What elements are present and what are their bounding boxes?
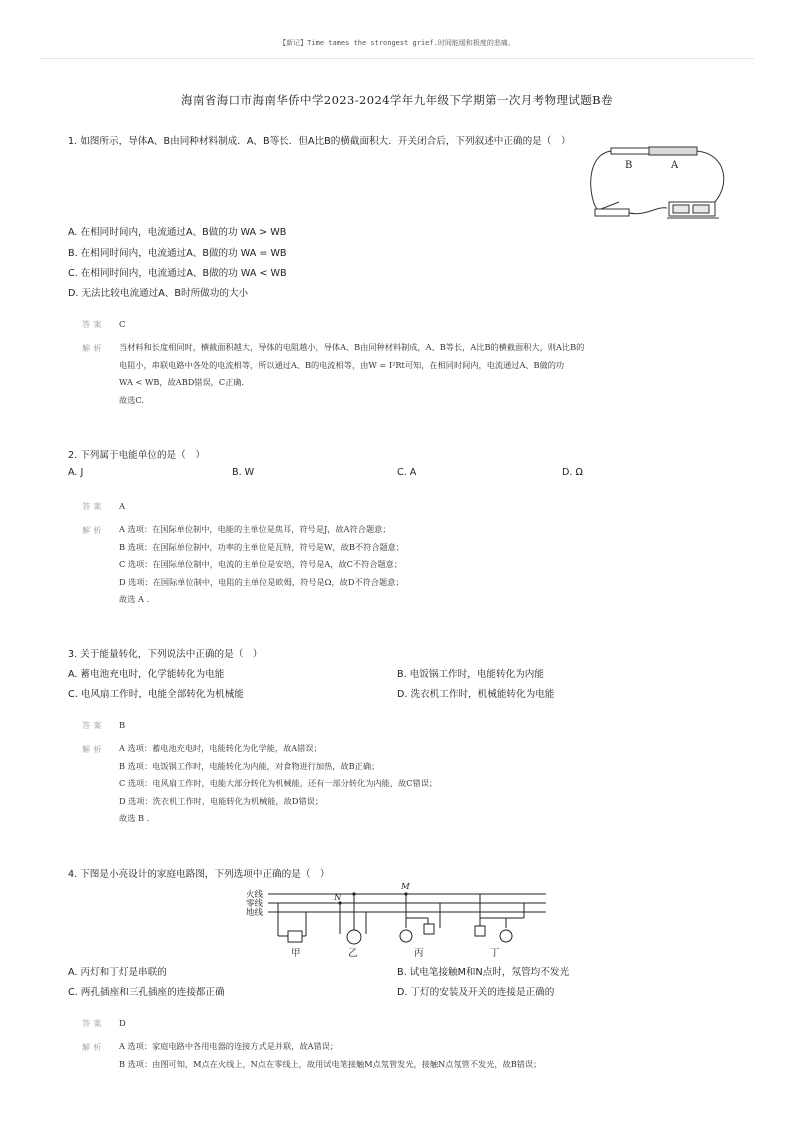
analysis-line: A 选项：家庭电路中各用电器的连接方式是并联，故A错误； [119,1041,339,1051]
q1-circuit-figure [585,146,735,224]
analysis-line: B 选项：在国际单位制中，功率的主单位是瓦特，符号是W，故B不符合题意； [119,541,405,552]
q4-line-ground: 地线 [246,908,264,918]
q4-point-n: N [334,893,342,903]
q2-option-c: C. A [397,467,417,478]
q3-option-a: A. 蓄电池充电时，化学能转化为电能 [68,669,225,680]
q1-option-c: C. 在相同时间内，电流通过A、B做的功 WA < WB [68,268,287,279]
q1-label-a: A [671,160,679,171]
q4-option-a: A. 丙灯和丁灯是串联的 [68,967,167,978]
q4-option-c: C. 两孔插座和三孔插座的连接都正确 [68,987,225,998]
q2-option-b: B. W [232,467,255,478]
q1-option-a: A. 在相同时间内，电流通过A、B做的功 WA > WB [68,227,287,238]
analysis-line: B 选项：电饭锅工作时，电能转化为内能，对食物进行加热，故B正确； [119,760,380,771]
q2-analysis-label: 解析 [82,525,105,535]
q4-analysis [119,1038,541,1073]
q1-analysis [119,339,584,409]
q4-option-b: B. 试电笔接触M和N点时，氖管均不发光 [397,967,570,978]
q4-label-jia: 甲 [291,948,301,959]
question-1-stem: 1. 如图所示，导体A、B由同种材料制成．A、B等长．但A比B的横截面积大．开关闭合后，下列叙述中正确的是（ ） [68,136,571,147]
q2-option-a: A. J [68,467,84,478]
q4-label-bing: 丙 [414,948,424,959]
q4-label-yi: 乙 [348,948,358,959]
q2-analysis [119,521,404,609]
analysis-line: D 选项：在国际单位制中，电阻的主单位是欧姆，符号是Ω，故D不符合题意； [119,576,404,587]
question-4-stem: 4. 下图是小亮设计的家庭电路图，下列选项中正确的是（ ） [68,869,330,880]
page-title: 海南省海口市海南华侨中学2023-2024学年九年级下学期第一次月考物理试题B卷 [181,93,613,107]
q4-option-d: D. 丁灯的安装及开关的连接是正确的 [397,987,555,998]
q2-answer: A [119,501,126,511]
analysis-line: 故选 A . [119,594,150,605]
q4-label-ding: 丁 [490,948,500,959]
q1-analysis-label: 解析 [82,343,105,353]
q4-point-m: M [401,882,410,892]
analysis-line: 故选C. [119,394,144,405]
header-divider [40,58,754,59]
q1-label-b: B [625,160,633,171]
q1-answer-label: 答案 [82,319,105,329]
q1-option-d: D. 无法比较电流通过A、B时所做功的大小 [68,288,249,299]
q4-home-circuit-figure [244,878,554,960]
q1-option-b: B. 在相同时间内，电流通过A、B做的功 WA = WB [68,248,287,259]
q4-answer-label: 答案 [82,1018,105,1028]
q2-option-d: D. Ω [562,467,583,478]
q4-line-live: 火线 [246,890,264,900]
q4-answer: D [119,1018,126,1028]
q3-analysis-label: 解析 [82,744,105,754]
analysis-line: B 选项：由图可知，M点在火线上，N点在零线上，故用试电笔接触M点氖管发光，接触N点氖管不发光，故B错误； [119,1058,542,1069]
q3-analysis [119,740,437,828]
analysis-line: 故选 B . [119,813,150,824]
q1-answer: C [119,319,126,329]
q2-answer-label: 答案 [82,501,105,511]
q3-answer-label: 答案 [82,720,105,730]
question-3-stem: 3. 关于能量转化，下列说法中正确的是（ ） [68,649,263,660]
analysis-line: A 选项：蓄电池充电时，电能转化为化学能，故A错误； [119,743,322,753]
analysis-line: C 选项：电风扇工作时，电能大部分转化为机械能，还有一部分转化为内能，故C错误； [119,778,438,789]
q3-option-d: D. 洗衣机工作时，机械能转化为电能 [397,689,555,700]
analysis-line: 当材料和长度相同时，横截面积越大，导体的电阻越小，导体A、B由同种材料制成，A、B等长，A比B的横截面积大，则A比B的 [119,342,585,352]
header-note: 【新记】Time tames the strongest grief.时间能缓和极度的悲痛。 [279,39,515,47]
q3-option-c: C. 电风扇工作时，电能全部转化为机械能 [68,689,244,700]
analysis-line: 电阻小，串联电路中各处的电流相等，所以通过A、B的电流相等，由W = I²Rt可知，在相同时间内，电流通过A、B做的功 [119,359,565,370]
analysis-line: C 选项：在国际单位制中，电流的主单位是安培，符号是A，故C不符合题意； [119,559,403,570]
q4-line-neutral: 零线 [246,899,264,909]
question-2-stem: 2. 下列属于电能单位的是（ ） [68,450,205,461]
analysis-line: A 选项：在国际单位制中，电能的主单位是焦耳，符号是J，故A符合题意； [119,524,391,534]
q3-option-b: B. 电饭锅工作时，电能转化为内能 [397,669,544,680]
q4-analysis-label: 解析 [82,1042,105,1052]
analysis-line: WA < WB，故ABD错误，C正确． [119,377,250,388]
analysis-line: D 选项：洗衣机工作时，电能转化为机械能，故D错误； [119,795,324,806]
q3-answer: B [119,720,126,730]
